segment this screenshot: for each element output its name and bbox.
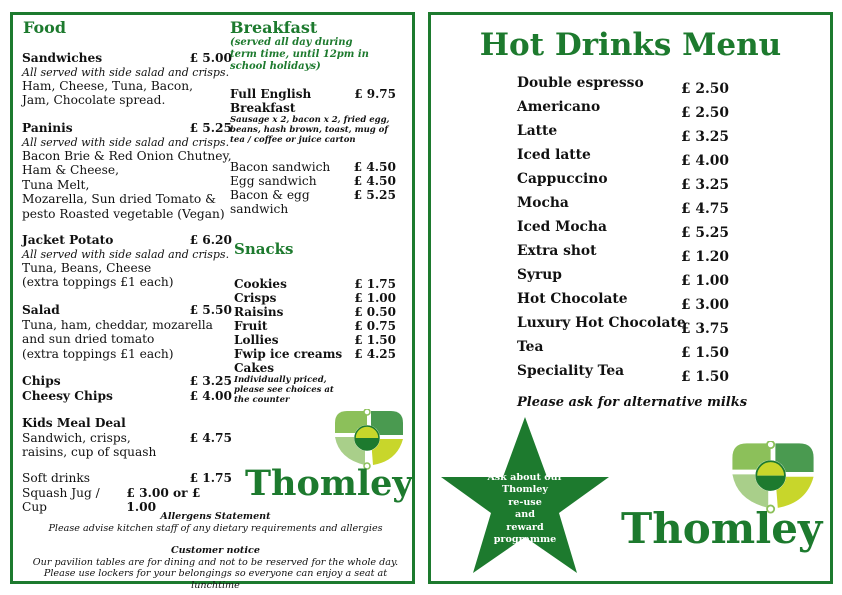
menu-item-salad bbox=[22, 303, 232, 361]
reward-programme-text: Ask about our Thomley re-use and reward programme bbox=[487, 472, 563, 546]
drink-name: Speciality Tea bbox=[517, 363, 625, 379]
item-note: All served with side salad and crisps. bbox=[22, 247, 230, 261]
drink-name: Iced latte bbox=[517, 147, 591, 163]
item-name: Paninis bbox=[22, 121, 73, 135]
item-note: Sausage x 2, bacon x 2, fried egg, beans, hash brown, toast, mug of tea / coffee or juice carton bbox=[230, 115, 390, 145]
item-desc: raisins, cup of squash bbox=[22, 445, 157, 459]
thomley-logo-icon bbox=[331, 409, 407, 471]
hot-drinks-title: Hot Drinks Menu bbox=[479, 27, 782, 63]
item-note: All served with side salad and crisps. bbox=[22, 135, 230, 149]
allergens-title: Allergens Statement bbox=[160, 511, 271, 522]
item-price: £ 9.75 bbox=[354, 87, 396, 101]
item-desc: Jam, Chocolate spread. bbox=[22, 93, 166, 107]
drink-name: Latte bbox=[517, 123, 558, 139]
drink-price: £ 3.25 bbox=[681, 177, 730, 193]
drink-name: Tea bbox=[517, 339, 544, 355]
snacks-list bbox=[234, 277, 396, 405]
brand-name: Thomley bbox=[621, 504, 823, 553]
allergens-text: Please advise kitchen staff of any dietary requirements and allergies bbox=[48, 522, 383, 534]
drink-name: Iced Mocha bbox=[517, 219, 607, 235]
cakes-label: Cakes bbox=[234, 361, 275, 375]
item-desc: Bacon Brie & Red Onion Chutney, bbox=[22, 148, 232, 163]
item-price: £ 3.25 bbox=[189, 374, 232, 388]
drink-name: Mocha bbox=[517, 195, 569, 211]
drink-price: £ 3.00 bbox=[681, 297, 730, 313]
item-name: Squash Jug / Cup bbox=[22, 485, 100, 514]
hot-drinks-panel bbox=[428, 12, 833, 584]
drink-name: Cappuccino bbox=[517, 171, 608, 187]
drink-name: Hot Chocolate bbox=[517, 291, 628, 307]
food-heading: Food bbox=[23, 18, 67, 37]
list-item: Egg sandwich £ 4.50 bbox=[230, 174, 396, 188]
item-name: Sandwiches bbox=[22, 51, 103, 65]
breakfast-list bbox=[230, 160, 396, 216]
drink-price: £ 5.25 bbox=[681, 225, 730, 241]
list-item: Bacon & egg sandwich £ 5.25 bbox=[230, 188, 396, 216]
drink-name: Extra shot bbox=[517, 243, 597, 259]
item-name: Cheesy Chips bbox=[22, 388, 113, 403]
item-desc: Sandwich, crisps, bbox=[22, 430, 131, 445]
drink-price: £ 3.75 bbox=[681, 321, 730, 337]
menu-item-paninis bbox=[22, 121, 232, 221]
menu-item-jacket-potato bbox=[22, 233, 232, 290]
list-item: Lollies £ 1.50 bbox=[234, 333, 396, 347]
menu-item-full-english bbox=[230, 87, 396, 145]
item-desc: Tuna, Beans, Cheese bbox=[22, 260, 152, 275]
item-price: £ 6.20 bbox=[189, 233, 232, 247]
item-price: £ 1.75 bbox=[189, 471, 232, 485]
item-name: Chips bbox=[22, 374, 61, 388]
item-desc: (extra toppings £1 each) bbox=[22, 346, 174, 361]
cakes-note: Individually priced, please see choices at the counter bbox=[234, 375, 334, 405]
drink-name: Double espresso bbox=[517, 75, 644, 91]
menu-item-kids-meal bbox=[22, 416, 232, 460]
breakfast-subtitle: (served all day during term time, until 12pm in school holidays) bbox=[230, 37, 369, 72]
item-desc: Ham, Cheese, Tuna, Bacon, bbox=[22, 78, 193, 93]
allergens-statement bbox=[19, 511, 412, 534]
drink-price: £ 4.00 bbox=[681, 153, 730, 169]
item-price: £ 5.25 bbox=[189, 121, 232, 135]
drink-name: Americano bbox=[517, 99, 601, 115]
drink-price: £ 1.00 bbox=[681, 273, 730, 289]
drink-price: £ 2.50 bbox=[681, 81, 730, 97]
breakfast-heading: Breakfast bbox=[230, 18, 318, 37]
brand-name: Thomley bbox=[245, 463, 413, 504]
item-desc: and sun dried tomato bbox=[22, 332, 155, 346]
list-item: Cookies £ 1.75 bbox=[234, 277, 396, 291]
item-desc: (extra toppings £1 each) bbox=[22, 275, 174, 289]
list-item: Crisps £ 1.00 bbox=[234, 291, 396, 305]
drink-price: £ 1.50 bbox=[681, 345, 730, 361]
item-price: £ 4.75 bbox=[189, 430, 232, 445]
drink-price: £ 4.75 bbox=[681, 201, 730, 217]
item-desc: Tuna, ham, cheddar, mozarella bbox=[22, 317, 213, 332]
item-price: £ 4.00 bbox=[189, 388, 232, 403]
drink-name: Syrup bbox=[517, 267, 562, 283]
item-desc: pesto Roasted vegetable (Vegan) bbox=[22, 206, 225, 221]
item-name: Soft drinks bbox=[22, 471, 90, 485]
item-desc: Ham & Cheese, bbox=[22, 163, 119, 177]
menu-item-chips bbox=[22, 374, 232, 403]
list-item: Bacon sandwich £ 4.50 bbox=[230, 160, 396, 174]
item-note: All served with side salad and crisps. bbox=[22, 65, 230, 79]
list-item: Fwip ice creams £ 4.25 bbox=[234, 347, 396, 361]
item-name: Jacket Potato bbox=[22, 233, 114, 247]
drink-price: £ 1.20 bbox=[681, 249, 730, 265]
drink-name: Luxury Hot Chocolate bbox=[517, 315, 686, 331]
customer-title: Customer notice bbox=[171, 545, 260, 556]
drink-price: £ 3.25 bbox=[681, 129, 730, 145]
drink-price: £ 1.50 bbox=[681, 369, 730, 385]
item-name: Salad bbox=[22, 303, 60, 317]
list-item: Fruit £ 0.75 bbox=[234, 319, 396, 333]
customer-notice bbox=[19, 545, 412, 591]
list-item: Raisins £ 0.50 bbox=[234, 305, 396, 319]
snacks-heading: Snacks bbox=[234, 240, 294, 258]
menu-item-soft-drinks bbox=[22, 471, 232, 515]
item-price: £ 5.00 bbox=[189, 51, 232, 65]
item-price: £ 3.00 or £ 1.00 bbox=[126, 485, 201, 514]
item-desc: Tuna Melt, bbox=[22, 177, 90, 192]
drink-price: £ 2.50 bbox=[681, 105, 730, 121]
item-desc: Mozarella, Sun dried Tomato & bbox=[22, 192, 216, 206]
item-name: Full English Breakfast bbox=[230, 87, 312, 115]
menu-item-sandwiches bbox=[22, 51, 232, 108]
food-menu-panel bbox=[10, 12, 415, 591]
alternative-milks-note: Please ask for alternative milks bbox=[517, 395, 748, 410]
customer-text: Our pavilion tables are for dining and not to be reserved for the whole day. Please use lockers for your belongings so everyone can enjoy a seat at lunchtime bbox=[32, 556, 399, 591]
item-price: £ 5.50 bbox=[189, 303, 232, 317]
item-name: Kids Meal Deal bbox=[22, 416, 126, 430]
